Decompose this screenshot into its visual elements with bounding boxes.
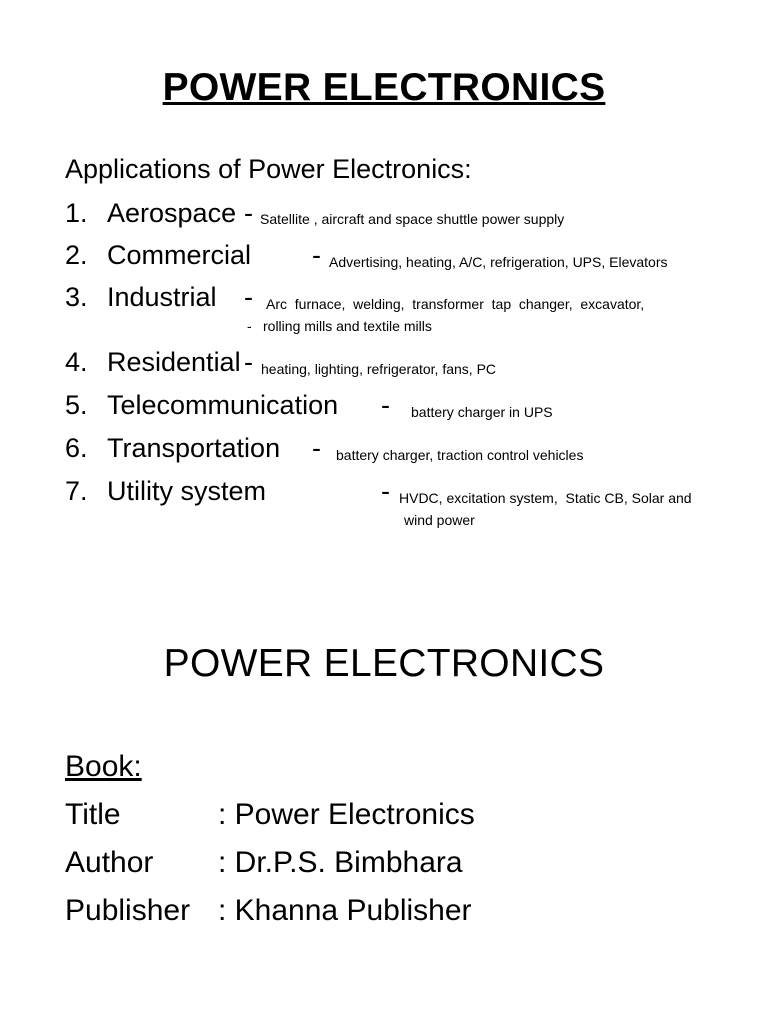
item-description-continuation: wind power xyxy=(404,512,475,528)
item-number: 5. xyxy=(65,390,88,420)
intro-heading: Applications of Power Electronics: xyxy=(65,154,472,184)
item-category: Utility system xyxy=(107,476,267,506)
item-description: Arc furnace, welding, transformer tap changer, excavator, xyxy=(266,296,645,312)
row-value: : Power Electronics xyxy=(218,798,475,831)
item-number: 6. xyxy=(65,433,88,463)
row-value: : Khanna Publisher xyxy=(218,894,472,927)
item-number: 1. xyxy=(65,198,88,228)
row-label: Publisher xyxy=(65,894,191,927)
item-category: Commercial xyxy=(107,240,252,270)
item-dash-continuation: - xyxy=(247,318,252,334)
item-number: 3. xyxy=(65,282,88,312)
item-description: battery charger, traction control vehicles xyxy=(336,447,584,463)
item-dash: - xyxy=(312,240,321,270)
row-label: Title xyxy=(65,798,121,831)
item-number: 7. xyxy=(65,476,88,506)
item-dash: - xyxy=(244,198,253,228)
item-dash: - xyxy=(312,433,321,463)
item-description: HVDC, excitation system, Static CB, Solar and xyxy=(399,490,692,506)
item-description: battery charger in UPS xyxy=(411,404,553,420)
item-description-continuation: rolling mills and textile mills xyxy=(263,318,432,334)
item-dash: - xyxy=(381,476,390,506)
item-description: Advertising, heating, A/C, refrigeration, UPS, Elevators xyxy=(329,254,668,270)
slide-title: POWER ELECTRONICS xyxy=(162,66,606,109)
row-value: : Dr.P.S. Bimbhara xyxy=(218,846,463,879)
item-dash: - xyxy=(381,390,390,420)
item-number: 4. xyxy=(65,347,88,377)
item-dash: - xyxy=(244,282,253,312)
row-label: Author xyxy=(65,846,154,879)
item-category: Industrial xyxy=(107,282,217,312)
item-description: heating, lighting, refrigerator, fans, PC xyxy=(261,361,497,377)
item-number: 2. xyxy=(65,240,88,270)
book-heading: Book: xyxy=(65,750,142,783)
item-category: Transportation xyxy=(107,433,281,463)
item-category: Residential xyxy=(107,347,241,377)
slide-title: POWER ELECTRONICS xyxy=(163,642,605,685)
slide-book xyxy=(0,600,768,1024)
item-category: Aerospace xyxy=(107,198,237,228)
item-category: Telecommunication xyxy=(107,390,339,420)
item-description: Satellite , aircraft and space shuttle power supply xyxy=(260,211,565,227)
item-dash: - xyxy=(244,347,253,377)
